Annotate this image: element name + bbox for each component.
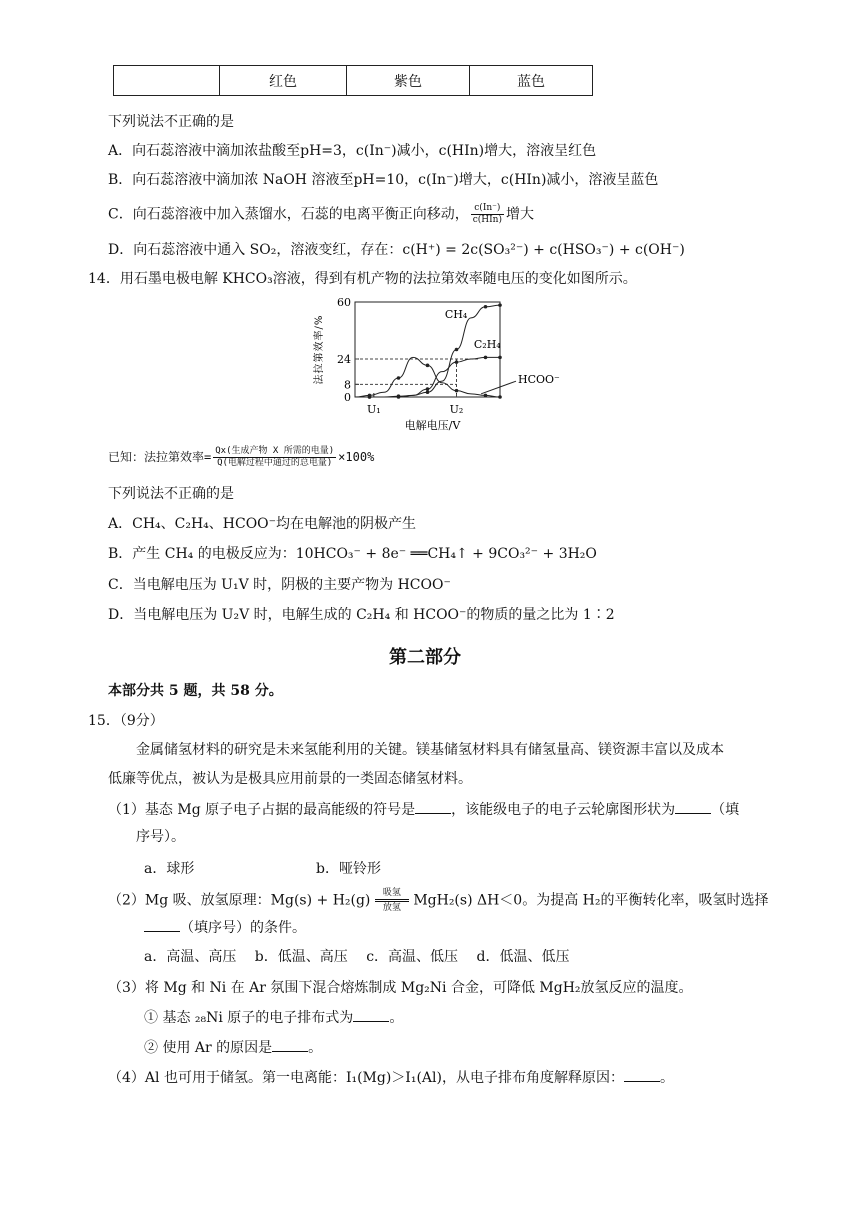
series-0-point-9 xyxy=(484,305,488,309)
series-2-point-3 xyxy=(397,376,401,380)
y-tick-label-60: 60 xyxy=(337,296,351,309)
sub3-1-text: ① 基态 ₂₈Ni 原子的电子排布式为 xyxy=(144,1010,354,1026)
series-label-2: HCOO⁻ xyxy=(518,372,560,386)
q15-sub2 xyxy=(108,888,769,913)
faraday-efficiency-chart xyxy=(300,292,560,432)
series-label-0: CH₄ xyxy=(444,307,468,321)
answer-blank xyxy=(415,799,451,814)
q14-option-d: D．当电解电压为 U₂V 时，电解生成的 C₂H₄ 和 HCOO⁻的物质的量之比为 1∶2 xyxy=(108,607,615,623)
series-2-point-10 xyxy=(498,395,502,399)
color-cell-red: 红色 xyxy=(220,66,347,96)
q13-fraction xyxy=(471,203,504,226)
q15-sub3: （3）将 Mg 和 Ni 在 Ar 氛围下混合熔炼制成 Mg₂Ni 合金，可降低 MgH₂放氢反应的温度。 xyxy=(108,980,693,996)
color-cell-blue: 蓝色 xyxy=(470,66,593,96)
answer-blank xyxy=(624,1067,660,1082)
series-2-point-5 xyxy=(426,364,430,368)
color-table xyxy=(113,65,593,96)
q13-option-b: B．向石蕊溶液中滴加浓 NaOH 溶液至pH=10，c(In⁻)增大，c(HIn)减小，溶液呈蓝色 xyxy=(108,172,659,188)
part2-title: 第二部分 xyxy=(389,647,461,668)
q14-stem2: 下列说法不正确的是 xyxy=(108,486,234,502)
x-tick-label-2: U₂ xyxy=(449,403,464,416)
q15-sub1-option-b: b．哑铃形 xyxy=(316,861,381,877)
sub4-end: 。 xyxy=(659,1070,674,1086)
q14-option-b: B．产生 CH₄ 的电极反应为：10HCO₃⁻ + 8e⁻ ══CH₄↑ + 9CO₃²⁻ + 3H₂O xyxy=(108,546,597,562)
known-denominator: Q(电解过程中通过的总电量) xyxy=(217,458,333,468)
sub3-2-text: ② 使用 Ar 的原因是 xyxy=(144,1040,273,1056)
known-fraction xyxy=(213,446,336,469)
q14-stem: 14．用石墨电极电解 KHCO₃溶液，得到有机产物的法拉第效率随电压的变化如图所示。 xyxy=(88,271,637,287)
answer-blank xyxy=(272,1037,308,1052)
q14-option-c: C．当电解电压为 U₁V 时，阴极的主要产物为 HCOO⁻ xyxy=(108,577,451,593)
hcoo-pointer xyxy=(481,381,516,394)
q14-option-a: A．CH₄、C₂H₄、HCOO⁻均在电解池的阴极产生 xyxy=(108,516,417,532)
series-1-point-3 xyxy=(397,395,401,399)
answer-blank xyxy=(675,799,711,814)
sub1-text-b: ，该能级电子的电子云轮廓图形状为 xyxy=(451,802,676,818)
y-tick-label-24: 24 xyxy=(337,353,351,366)
q15-sub1-cont: 序号）。 xyxy=(136,829,185,845)
q15-sub4 xyxy=(108,1067,674,1088)
q15-para-line1: 金属储氢材料的研究是未来氢能利用的关键。镁基储氢材料具有储氢量高、镁资源丰富以及成本 xyxy=(136,742,724,758)
x-tick-label-1: U₁ xyxy=(367,403,381,416)
answer-blank xyxy=(144,917,180,932)
series-1-point-7 xyxy=(455,360,459,364)
series-0-point-5 xyxy=(426,390,430,394)
series-0-point-10 xyxy=(498,303,502,307)
answer-blank xyxy=(353,1007,389,1022)
q15-para-line2: 低廉等优点，被认为是极具应用前景的一类固态储氢材料。 xyxy=(108,771,472,787)
series-2-point-7 xyxy=(455,389,459,393)
fraction-numerator: c(In⁻) xyxy=(471,203,504,215)
color-cell-empty xyxy=(114,66,220,96)
series-1-point-9 xyxy=(484,356,488,360)
series-2-point-9 xyxy=(484,394,488,398)
q13-option-c xyxy=(108,203,534,226)
sub1-text-c: （填 xyxy=(711,802,740,818)
x-axis-label: 电解电压/V xyxy=(404,419,461,432)
sub3-1-end: 。 xyxy=(389,1010,404,1026)
q13-stem: 下列说法不正确的是 xyxy=(108,114,234,130)
sub2-text-c: （填序号）的条件。 xyxy=(180,920,306,936)
y-tick-label-0: 0 xyxy=(344,391,351,404)
q15-sub2-cont xyxy=(144,917,306,938)
q15-sub1 xyxy=(108,799,739,820)
series-label-1: C₂H₄ xyxy=(473,337,501,351)
part2-intro: 本部分共 5 题，共 58 分。 xyxy=(108,683,283,699)
series-0-point-7 xyxy=(455,348,459,352)
y-axis-label: 法拉第效率/% xyxy=(314,314,325,385)
known-suffix: ×100% xyxy=(338,450,375,464)
q15-sub3-2 xyxy=(144,1037,322,1058)
q14-known xyxy=(108,446,374,469)
q15-head: 15．（9分） xyxy=(88,713,164,729)
fraction-denominator: c(HIn) xyxy=(472,215,502,225)
arrow-bottom-label: 放氢 xyxy=(382,903,401,913)
y-tick-label-8: 8 xyxy=(344,378,351,392)
sub3-2-end: 。 xyxy=(308,1040,323,1056)
q13-option-c-end: 增大 xyxy=(505,206,534,223)
series-1-point-5 xyxy=(426,387,430,391)
series-2-point-1 xyxy=(368,394,372,398)
q13-option-c-text: C．向石蕊溶液中加入蒸馏水，石蕊的电离平衡正向移动， xyxy=(108,206,469,223)
sub4-text: （4）Al 也可用于储氢。第一电离能：I₁(Mg)＞I₁(Al)，从电子排布角度解释原因： xyxy=(108,1070,624,1086)
known-numerator: Qx(生成产物 X 所需的电量) xyxy=(215,446,335,456)
series-1-point-10 xyxy=(498,356,502,360)
q15-sub1-option-a: a．球形 xyxy=(144,861,195,877)
sub2-text-b: MgH₂(s) ΔH＜0。为提高 H₂的平衡转化率，吸氢时选择 xyxy=(413,892,769,909)
color-cell-purple: 紫色 xyxy=(347,66,470,96)
arrow-top-label: 吸氢 xyxy=(382,888,401,898)
equilibrium-arrow xyxy=(375,888,409,913)
sub1-text-a: （1）基态 Mg 原子电子占据的最高能级的符号是 xyxy=(108,802,416,818)
series-line-0 xyxy=(355,305,500,397)
q13-option-d: D．向石蕊溶液中通入 SO₂，溶液变红，存在：c(H⁺) = 2c(SO₃²⁻) + c(HSO₃⁻) + c(OH⁻) xyxy=(108,242,685,258)
q15-sub2-options: a．高温、高压 b．低温、高压 c．高温、低压 d．低温、低压 xyxy=(144,949,570,965)
sub2-text-a: （2）Mg 吸、放氢原理：Mg(s) + H₂(g) xyxy=(108,892,371,909)
q13-option-a: A．向石蕊溶液中滴加浓盐酸至pH=3，c(In⁻)减小，c(HIn)增大，溶液呈红色 xyxy=(108,143,597,159)
q15-sub3-1 xyxy=(144,1007,403,1028)
known-prefix: 已知：法拉第效率= xyxy=(108,450,212,464)
